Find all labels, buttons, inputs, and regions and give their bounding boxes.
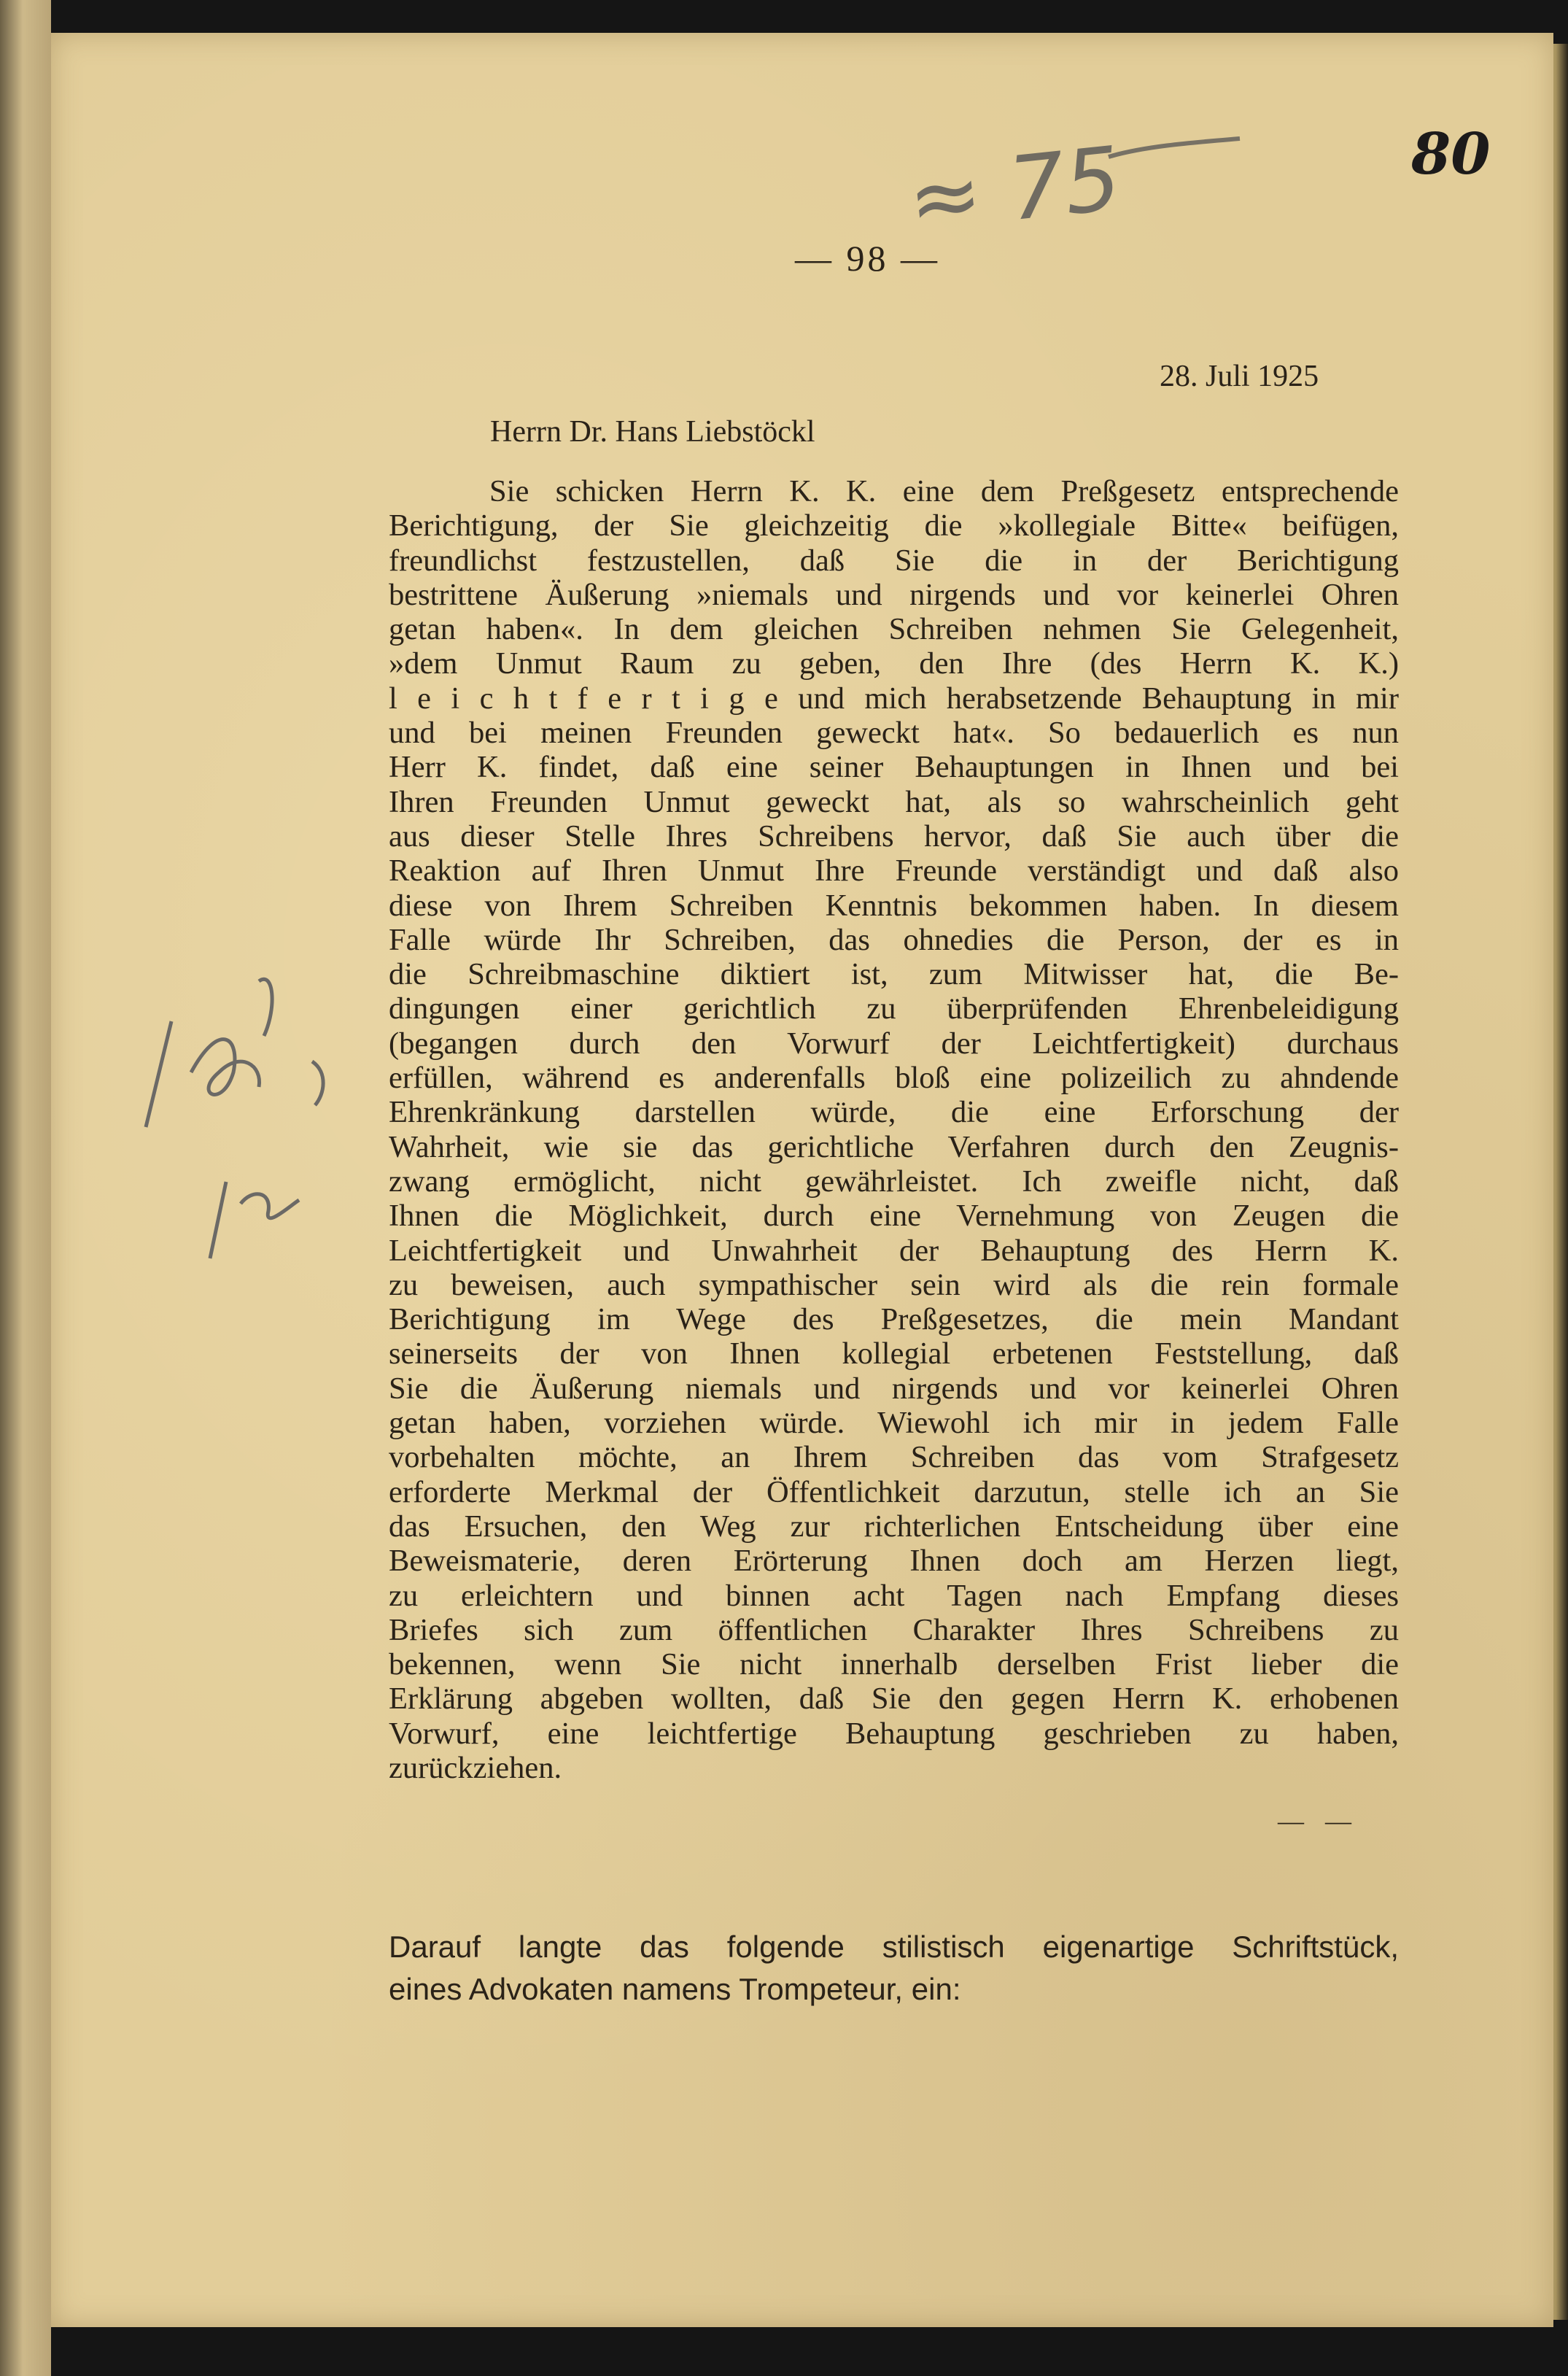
- body-line: zurückziehen.: [389, 1750, 562, 1785]
- letter-salutation: Herrn Dr. Hans Liebstöckl: [490, 415, 815, 449]
- body-line: seinerseits der von Ihnen kollegial erbetenen Feststellung, daß: [389, 1336, 1399, 1371]
- body-line: getan haben«. In dem gleichen Schreiben nehmen Sie Gelegenheit,: [389, 612, 1399, 647]
- body-line: bekennen, wenn Sie nicht innerhalb derselben Frist lieber die: [389, 1647, 1399, 1682]
- body-line: Sie schicken Herrn K. K. eine dem Preßgesetz entsprechende: [489, 474, 1399, 508]
- body-line: Reaktion auf Ihren Unmut Ihre Freunde verständigt und daß also: [389, 854, 1399, 889]
- body-line: Ihnen die Möglichkeit, durch eine Vernehmung von Zeugen die: [389, 1199, 1399, 1234]
- body-line: Vorwurf, eine leichtfertige Behauptung geschrieben zu haben,: [389, 1716, 1399, 1751]
- closing-line: eines Advokaten namens Trompeteur, ein:: [389, 1972, 961, 2006]
- body-line: erforderte Merkmal der Öffentlichkeit darzutun, stelle ich an Sie: [389, 1474, 1399, 1509]
- body-line: und bei meinen Freunden geweckt hat«. So bedauerlich es nun: [389, 716, 1399, 751]
- pencil-stroke: [312, 1061, 323, 1105]
- body-line: Ihren Freunden Unmut geweckt hat, als so wahrscheinlich geht: [389, 784, 1399, 819]
- body-line: erfüllen, während es anderenfalls bloß eine polizeilich zu ahndende: [389, 1061, 1399, 1096]
- body-line: zu beweisen, auch sympathischer sein wird als die rein formale: [389, 1267, 1399, 1302]
- body-line: Leichtfertigkeit und Unwahrheit der Behauptung des Herrn K.: [389, 1233, 1399, 1268]
- body-line: zu erleichtern und binnen acht Tagen nach Empfang dieses: [389, 1578, 1399, 1613]
- pencil-scribble: [191, 1040, 260, 1095]
- body-line: »dem Unmut Raum zu geben, den Ihre (des Herrn K. K.): [389, 646, 1399, 681]
- section-dash: — —: [1278, 1806, 1359, 1835]
- folio-number: 80: [1411, 121, 1491, 187]
- body-line: zwang ermöglicht, nicht gewährleistet. Ich zweifle nicht, daß: [389, 1164, 1399, 1199]
- body-line: freundlichst festzustellen, daß Sie die in der Berichtigung: [389, 543, 1399, 578]
- body-line: l e i c h t f e r t i g e und mich herabsetzende Behauptung in mir: [389, 681, 1399, 716]
- body-line: Falle würde Ihr Schreiben, das ohnedies die Person, der es in: [389, 922, 1399, 957]
- pencil-stroke: [1109, 139, 1240, 157]
- body-line: Sie die Äußerung niemals und nirgends und vor keinerlei Ohren: [389, 1371, 1399, 1406]
- body-line: Beweismaterie, deren Erörterung Ihnen doch am Herzen liegt,: [389, 1544, 1399, 1579]
- body-line: Ehrenkränkung darstellen würde, die eine Erforschung der: [389, 1095, 1399, 1130]
- body-line: dingungen einer gerichtlich zu überprüfenden Ehrenbeleidigung: [389, 991, 1399, 1026]
- body-line: die Schreibmaschine diktiert ist, zum Mitwisser hat, die Be-: [389, 957, 1399, 992]
- body-line: Berichtigung, der Sie gleichzeitig die »kollegiale Bitte« beifügen,: [389, 508, 1399, 543]
- body-line: Herr K. findet, daß eine seiner Behauptungen in Ihnen und bei: [389, 750, 1399, 785]
- letter-date: 28. Juli 1925: [1160, 360, 1319, 393]
- pencil-mark-top: ≈ 75: [903, 128, 1126, 252]
- pencil-scribble: [241, 1194, 299, 1218]
- closing-line: Darauf langte das folgende stilistisch eigenartige Schriftstück,: [389, 1930, 1399, 1964]
- pencil-stroke: [210, 1182, 226, 1258]
- pencil-stroke: [146, 1021, 171, 1127]
- pencil-stroke: [259, 979, 272, 1036]
- body-line: das Ersuchen, den Weg zur richterlichen Entscheidung über eine: [389, 1509, 1399, 1544]
- page-number: — 98 —: [795, 238, 940, 279]
- body-line: Wahrheit, wie sie das gerichtliche Verfahren durch den Zeugnis-: [389, 1129, 1399, 1164]
- body-line: Briefes sich zum öffentlichen Charakter Ihres Schreibens zu: [389, 1612, 1399, 1647]
- body-line: diese von Ihrem Schreiben Kenntnis bekommen haben. In diesem: [389, 888, 1399, 923]
- body-line: aus dieser Stelle Ihres Schreibens hervor, daß Sie auch über die: [389, 819, 1399, 854]
- body-line: Berichtigung im Wege des Preßgesetzes, die mein Mandant: [389, 1302, 1399, 1337]
- body-line: Erklärung abgeben wollten, daß Sie den gegen Herrn K. erhobenen: [389, 1682, 1399, 1717]
- body-line: vorbehalten möchte, an Ihrem Schreiben das vom Strafgesetz: [389, 1440, 1399, 1475]
- body-line: getan haben, vorziehen würde. Wiewohl ich mir in jedem Falle: [389, 1406, 1399, 1441]
- body-line: (begangen durch den Vorwurf der Leichtfertigkeit) durchaus: [389, 1026, 1399, 1061]
- body-line: bestrittene Äußerung »niemals und nirgends und vor keinerlei Ohren: [389, 577, 1399, 612]
